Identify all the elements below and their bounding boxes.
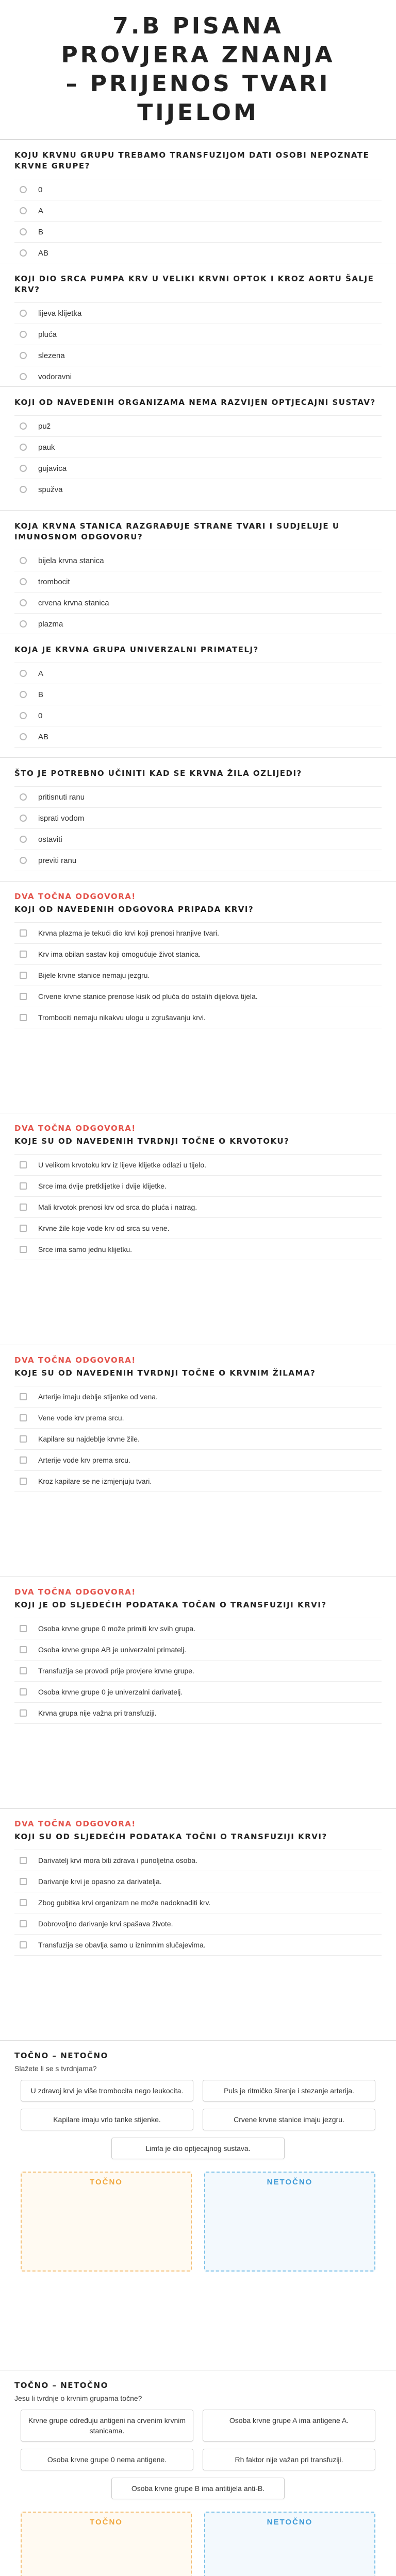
checkbox-icon[interactable] [20, 1182, 27, 1190]
answer-option[interactable] [14, 345, 382, 366]
radio-icon[interactable] [20, 557, 27, 564]
statement-text: Arterije vode krv prema srcu. [38, 1456, 130, 1464]
checkbox-icon[interactable] [20, 1941, 27, 1948]
statement-option[interactable] [14, 1217, 382, 1239]
radio-icon[interactable] [20, 620, 27, 628]
statement-option[interactable] [14, 1892, 382, 1913]
question-title: KOJI JE OD SLJEDEĆIH PODATAKA TOČAN O TRANSFUZIJI KRVI? [14, 1600, 327, 1609]
question-title: KOJA JE KRVNA GRUPA UNIVERZALNI PRIMATELJ? [14, 645, 259, 654]
answer-option[interactable] [14, 850, 382, 871]
radio-icon[interactable] [20, 599, 27, 606]
radio-icon[interactable] [20, 733, 27, 740]
false-label: NETOČNO [267, 2518, 313, 2527]
answer-option[interactable] [14, 479, 382, 500]
answer-option[interactable] [14, 436, 382, 457]
option-label: plazma [38, 619, 63, 629]
hint-header: DVA TOČNA ODGOVORA! [14, 1355, 136, 1365]
statement-text: Krvna grupa nije važna pri transfuziji. [38, 1709, 157, 1717]
statement-option[interactable] [14, 1913, 382, 1934]
question-block [0, 387, 396, 511]
answer-option[interactable] [14, 302, 382, 324]
answer-option[interactable] [14, 613, 382, 634]
checkbox-icon[interactable] [20, 1478, 27, 1485]
checkbox-icon[interactable] [20, 1014, 27, 1021]
statement-text: Krvna plazma je tekući dio krvi koji prenosi hranjive tvari. [38, 929, 219, 937]
statement-option[interactable] [14, 1934, 382, 1956]
answer-option[interactable] [14, 415, 382, 436]
option-label: vodoravni [38, 372, 72, 381]
statement-text: Kroz kapilare se ne izmjenjuju tvari. [38, 1477, 152, 1485]
quiz-title [0, 0, 396, 140]
option-label: B [38, 690, 44, 699]
statement-text: Crvene krvne stanice prenose kisik od pluća do ostalih dijelova tijela. [38, 992, 258, 1001]
false-label: NETOČNO [267, 2178, 313, 2187]
option-label: B [38, 227, 44, 236]
radio-icon[interactable] [20, 228, 27, 235]
hint-header: DVA TOČNA ODGOVORA! [14, 1587, 136, 1597]
answer-option[interactable] [14, 457, 382, 479]
radio-icon[interactable] [20, 422, 27, 430]
title-line: PROVJERA ZNANJA [61, 42, 335, 68]
radio-icon[interactable] [20, 249, 27, 257]
card-pool [21, 2080, 375, 2159]
checkbox-icon[interactable] [20, 1688, 27, 1696]
true-label: TOČNO [90, 2178, 123, 2187]
statement-option[interactable] [14, 943, 382, 964]
radio-icon[interactable] [20, 578, 27, 585]
question-title: ŠTO JE POTREBNO UČINITI KAD SE KRVNA ŽILA OZLIJEDI? [14, 769, 302, 778]
statement-text: Darivanje krvi je opasno za darivatelja. [38, 1877, 162, 1886]
statement-text: Zbog gubitka krvi organizam ne može nadoknaditi krv. [38, 1899, 211, 1907]
statement-text: Vene vode krv prema srcu. [38, 1414, 124, 1422]
radio-icon[interactable] [20, 691, 27, 698]
option-label: slezena [38, 351, 65, 360]
radio-icon[interactable] [20, 836, 27, 843]
answer-option[interactable] [14, 550, 382, 571]
answer-option[interactable] [14, 366, 382, 387]
hint-header: DVA TOČNA ODGOVORA! [14, 1124, 136, 1133]
true-label: TOČNO [90, 2518, 123, 2527]
checkbox-icon[interactable] [20, 1246, 27, 1253]
question-block [0, 758, 396, 882]
question-title: KOJA KRVNA STANICA RAZGRAĐUJE STRANE TVARI I SUDJELUJE U IMUNOSNOM ODGOVORU? [14, 521, 340, 541]
statement-text: Krv ima obilan sastav koji omogućuje život stanica. [38, 950, 201, 958]
statement-text: Dobrovoljno darivanje krvi spašava živote. [38, 1920, 173, 1928]
statement-option[interactable] [14, 964, 382, 986]
checkbox-icon[interactable] [20, 1435, 27, 1443]
options-list [14, 415, 382, 500]
draggable-card[interactable]: Crvene krvne stanice imaju jezgru. [203, 2109, 375, 2130]
checkbox-icon[interactable] [20, 1709, 27, 1717]
statement-option[interactable] [14, 1660, 382, 1681]
statement-option[interactable] [14, 1850, 382, 1871]
question-block [0, 634, 396, 758]
draggable-card[interactable]: Osoba krvne grupe A ima antigene A. [203, 2410, 375, 2442]
answer-option[interactable] [14, 828, 382, 850]
radio-icon[interactable] [20, 670, 27, 677]
draggable-card[interactable]: U zdravoj krvi je više trombocita nego leukocita. [21, 2080, 193, 2102]
sort-block [0, 2370, 396, 2576]
statement-text: Mali krvotok prenosi krv od srca do pluća i natrag. [38, 1203, 197, 1211]
option-label: pauk [38, 443, 55, 452]
option-label: A [38, 206, 44, 215]
false-drop-zone[interactable] [204, 2512, 375, 2576]
radio-icon[interactable] [20, 793, 27, 801]
option-label: AB [38, 248, 49, 258]
question-title: KOJI OD NAVEDENIH ORGANIZAMA NEMA RAZVIJEN OPTJECAJNI SUSTAV? [14, 398, 376, 407]
draggable-card[interactable]: Krvne grupe određuju antigeni na crvenim krvnim stanicama. [21, 2410, 193, 2442]
statement-text: Srce ima samo jednu klijetku. [38, 1245, 133, 1253]
statement-option[interactable] [14, 1702, 382, 1724]
radio-icon[interactable] [20, 465, 27, 472]
answer-option[interactable] [14, 179, 382, 200]
options-list [14, 179, 382, 263]
true-drop-zone[interactable] [21, 2172, 192, 2272]
statement-option[interactable] [14, 1681, 382, 1702]
answer-option[interactable] [14, 200, 382, 221]
radio-icon[interactable] [20, 310, 27, 317]
multi-select-block [0, 1345, 396, 1577]
statement-text: Trombociti nemaju nikakvu ulogu u zgrušavanju krvi. [38, 1013, 206, 1022]
question-title: KOJE SU OD NAVEDENIH TVRDNJI TOČNE O KRVOTOKU? [14, 1137, 290, 1146]
statement-option[interactable] [14, 922, 382, 943]
statement-option[interactable] [14, 1239, 382, 1260]
question-title: KOJU KRVNU GRUPU TREBAMO TRANSFUZIJOM DATI OSOBI NEPOZNATE KRVNE GRUPE? [14, 150, 370, 171]
option-label: isprati vodom [38, 814, 85, 823]
radio-icon[interactable] [20, 712, 27, 719]
answer-option[interactable] [14, 242, 382, 263]
drop-bins [21, 2172, 375, 2272]
option-label: pritisnuti ranu [38, 792, 85, 802]
options-list [14, 786, 382, 871]
checkbox-icon[interactable] [20, 951, 27, 958]
hint-header: DVA TOČNA ODGOVORA! [14, 1819, 136, 1828]
answer-option[interactable] [14, 324, 382, 345]
checkbox-icon[interactable] [20, 1456, 27, 1464]
statement-text: Osoba krvne grupe 0 može primiti krv svih grupa. [38, 1624, 196, 1633]
statement-option[interactable] [14, 1639, 382, 1660]
option-label: A [38, 669, 44, 678]
option-label: AB [38, 732, 49, 741]
statement-option[interactable] [14, 1175, 382, 1196]
checkbox-icon[interactable] [20, 1393, 27, 1400]
true-drop-zone[interactable] [21, 2512, 192, 2576]
statement-option[interactable] [14, 1196, 382, 1217]
checkbox-icon[interactable] [20, 929, 27, 937]
statement-option[interactable] [14, 1618, 382, 1639]
option-label: ostaviti [38, 835, 62, 844]
option-label: bijela krvna stanica [38, 556, 104, 565]
answer-option[interactable] [14, 592, 382, 613]
multi-select-block [0, 1113, 396, 1345]
false-drop-zone[interactable] [204, 2172, 375, 2272]
answer-option[interactable] [14, 221, 382, 242]
option-label: pluća [38, 330, 57, 339]
statement-text: Osoba krvne grupe 0 je univerzalni darivatelj. [38, 1688, 183, 1696]
draggable-card[interactable]: Rh faktor nije važan pri transfuziji. [203, 2449, 375, 2470]
statement-text: Transfuzija se provodi prije provjere krvne grupe. [38, 1667, 194, 1675]
sort-instruction: Jesu li tvrdnje o krvnim grupama točne? [14, 2394, 142, 2402]
statement-text: Kapilare su najdeblje krvne žile. [38, 1435, 140, 1443]
statement-option[interactable] [14, 1449, 382, 1470]
answer-option[interactable] [14, 705, 382, 726]
statement-text: U velikom krvotoku krv iz lijeve klijetke odlazi u tijelo. [38, 1161, 206, 1169]
answer-option[interactable] [14, 571, 382, 592]
multi-select-block [0, 1809, 396, 2041]
answer-option[interactable] [14, 726, 382, 748]
statement-text: Arterije imaju deblje stijenke od vena. [38, 1393, 158, 1401]
checkbox-icon[interactable] [20, 1625, 27, 1632]
draggable-card[interactable]: Puls je ritmičko širenje i stezanje arterija. [203, 2080, 375, 2102]
question-title: KOJI DIO SRCA PUMPA KRV U VELIKI KRVNI OPTOK I KROZ AORTU ŠALJE KRV? [14, 274, 374, 294]
question-block [0, 511, 396, 634]
radio-icon[interactable] [20, 373, 27, 380]
option-label: spužva [38, 485, 63, 494]
statement-option[interactable] [14, 1871, 382, 1892]
radio-icon[interactable] [20, 486, 27, 493]
options-list [14, 663, 382, 748]
checkbox-icon[interactable] [20, 1878, 27, 1885]
title-line: – PRIJENOS TVARI [65, 71, 331, 97]
radio-icon[interactable] [20, 352, 27, 359]
multi-select-block [0, 882, 396, 1113]
draggable-card[interactable]: Osoba krvne grupe 0 nema antigene. [21, 2449, 193, 2470]
option-label: crvena krvna stanica [38, 598, 109, 607]
statement-option[interactable] [14, 1470, 382, 1492]
checkbox-icon[interactable] [20, 1225, 27, 1232]
checkbox-icon[interactable] [20, 1414, 27, 1421]
statement-option[interactable] [14, 1407, 382, 1428]
statement-text: Darivatelj krvi mora biti zdrava i punoljetna osoba. [38, 1856, 197, 1865]
radio-icon[interactable] [20, 331, 27, 338]
sort-title: TOČNO – NETOČNO [14, 2381, 108, 2390]
title-line: 7.B PISANA [112, 13, 284, 39]
statement-text: Bijele krvne stanice nemaju jezgru. [38, 971, 150, 979]
option-label: lijeva klijetka [38, 309, 82, 318]
option-label: trombocit [38, 577, 70, 586]
radio-icon[interactable] [20, 815, 27, 822]
radio-icon[interactable] [20, 186, 27, 193]
statement-option[interactable] [14, 986, 382, 1007]
answer-option[interactable] [14, 684, 382, 705]
radio-icon[interactable] [20, 444, 27, 451]
multi-select-block [0, 1577, 396, 1809]
answer-option[interactable] [14, 807, 382, 828]
checkbox-icon[interactable] [20, 1899, 27, 1906]
checkbox-icon[interactable] [20, 1667, 27, 1674]
draggable-card[interactable]: Osoba krvne grupe B ima antitijela anti-B. [111, 2478, 285, 2499]
title-line: TIJELOM [137, 99, 259, 126]
question-block [0, 140, 396, 263]
radio-icon[interactable] [20, 857, 27, 864]
statement-text: Krvne žile koje vode krv od srca su vene. [38, 1224, 170, 1232]
checkbox-icon[interactable] [20, 993, 27, 1000]
hint-header: DVA TOČNA ODGOVORA! [14, 892, 136, 901]
statement-text: Transfuzija se obavlja samo u iznimnim slučajevima. [38, 1941, 206, 1949]
radio-icon[interactable] [20, 207, 27, 214]
draggable-card[interactable]: Kapilare imaju vrlo tanke stijenke. [21, 2109, 193, 2130]
option-label: puž [38, 421, 51, 431]
sort-block [0, 2041, 396, 2370]
checkbox-icon[interactable] [20, 1857, 27, 1864]
checkbox-icon[interactable] [20, 972, 27, 979]
options-list [14, 550, 382, 634]
draggable-card[interactable]: Limfa je dio optjecajnog sustava. [111, 2138, 285, 2159]
checkbox-icon[interactable] [20, 1920, 27, 1927]
statement-option[interactable] [14, 1154, 382, 1175]
question-title: KOJE SU OD NAVEDENIH TVRDNJI TOČNE O KRVNIM ŽILAMA? [14, 1368, 316, 1378]
statement-option[interactable] [14, 1428, 382, 1449]
question-title: KOJI SU OD SLJEDEĆIH PODATAKA TOČNI O TRANSFUZIJI KRVI? [14, 1832, 327, 1841]
option-label: 0 [38, 185, 43, 194]
question-block [0, 263, 396, 387]
answer-option[interactable] [14, 663, 382, 684]
option-label: previti ranu [38, 856, 77, 865]
statement-option[interactable] [14, 1386, 382, 1407]
option-label: gujavica [38, 464, 67, 473]
option-label: 0 [38, 711, 43, 720]
sort-instruction: Slažete li se s tvrdnjama? [14, 2064, 97, 2073]
sort-title: TOČNO – NETOČNO [14, 2051, 108, 2060]
statement-text: Osoba krvne grupe AB je univerzalni primatelj. [38, 1646, 187, 1654]
question-title: KOJI OD NAVEDENIH ODGOVORA PRIPADA KRVI? [14, 905, 254, 914]
checkbox-icon[interactable] [20, 1161, 27, 1168]
statement-option[interactable] [14, 1007, 382, 1028]
checkbox-icon[interactable] [20, 1204, 27, 1211]
drop-bins [21, 2512, 375, 2576]
card-pool [21, 2410, 375, 2499]
statement-text: Srce ima dvije pretklijetke i dvije klijetke. [38, 1182, 167, 1190]
options-list [14, 302, 382, 387]
checkbox-icon[interactable] [20, 1646, 27, 1653]
answer-option[interactable] [14, 786, 382, 807]
